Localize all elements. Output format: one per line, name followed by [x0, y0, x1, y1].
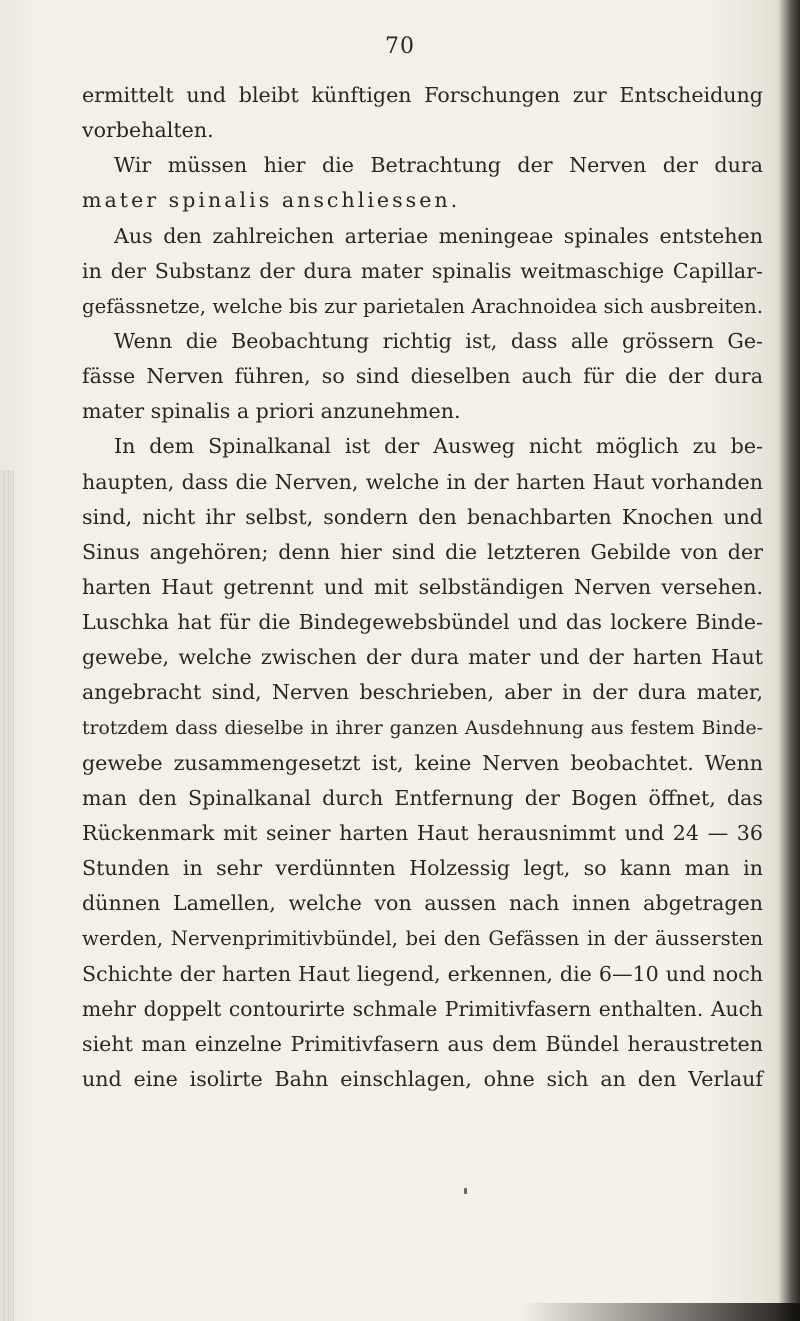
text-line: Schichte der harten Haut liegend, erkennen, die 6—10 und noch	[82, 961, 763, 986]
text-line: mater spinalis anschliessen.	[82, 188, 461, 213]
text-line: angebracht sind, Nerven beschrieben, aber in der dura mater,	[82, 680, 763, 705]
text-line: und eine isolirte Bahn einschlagen, ohne sich an den Verlauf	[82, 1066, 763, 1091]
text-line: dünnen Lamellen, welche von aussen nach innen abgetragen	[82, 891, 763, 916]
print-speck	[464, 1188, 467, 1194]
page-gutter-shadow	[0, 470, 14, 1321]
text-line: Aus den zahlreichen arteriae meningeae spinales entstehen	[114, 223, 763, 248]
text-line: man den Spinalkanal durch Entfernung der Bogen öffnet, das	[82, 785, 763, 810]
page-corner-shadow	[520, 1303, 800, 1321]
text-line: ermittelt und bleibt künftigen Forschungen zur Entscheidung	[82, 83, 763, 107]
text-line: haupten, dass die Nerven, welche in der harten Haut vorhanden	[82, 469, 763, 494]
text-line: Wir müssen hier die Betrachtung der Nerven der dura	[114, 153, 763, 178]
text-line: mater spinalis a priori anzunehmen.	[82, 399, 461, 424]
page-edge-shadow	[778, 0, 800, 1321]
text-line: Wenn die Beobachtung richtig ist, dass alle grössern Ge-	[114, 328, 763, 353]
text-line: gewebe zusammengesetzt ist, keine Nerven beobachtet. Wenn	[82, 750, 763, 775]
page-number: 70	[385, 34, 415, 59]
text-line: trotzdem dass dieselbe in ihrer ganzen Ausdehnung aus festem Binde-	[82, 717, 763, 739]
text-line: Stunden in sehr verdünnten Holzessig legt, so kann man in	[82, 856, 763, 881]
text-line: Rückenmark mit seiner harten Haut herausnimmt und 24 — 36	[82, 820, 763, 845]
text-line: sieht man einzelne Primitivfasern aus dem Bündel heraustreten	[82, 1031, 763, 1056]
text-line: In dem Spinalkanal ist der Ausweg nicht möglich zu be-	[114, 434, 763, 459]
body-text	[82, 78, 763, 1097]
text-line: Luschka hat für die Bindegewebsbündel und das lockere Binde-	[82, 610, 763, 635]
text-line: harten Haut getrennt und mit selbständigen Nerven versehen.	[82, 574, 763, 599]
text-line: sind, nicht ihr selbst, sondern den benachbarten Knochen und	[82, 504, 763, 529]
text-line: mehr doppelt contourirte schmale Primitivfasern enthalten. Auch	[82, 996, 763, 1021]
text-line: in der Substanz der dura mater spinalis weitmaschige Capillar-	[82, 258, 763, 283]
text-line: gewebe, welche zwischen der dura mater und der harten Haut	[82, 645, 763, 670]
text-line: vorbehalten.	[82, 118, 214, 143]
text-line: Sinus angehören; denn hier sind die letzteren Gebilde von der	[82, 539, 763, 564]
text-line: fässe Nerven führen, so sind dieselben auch für die der dura	[82, 364, 763, 389]
text-line: werden, Nervenprimitivbündel, bei den Gefässen in der äussersten	[82, 927, 763, 951]
text-line: gefässnetze, welche bis zur parietalen Arachnoidea sich ausbreiten.	[82, 294, 763, 318]
